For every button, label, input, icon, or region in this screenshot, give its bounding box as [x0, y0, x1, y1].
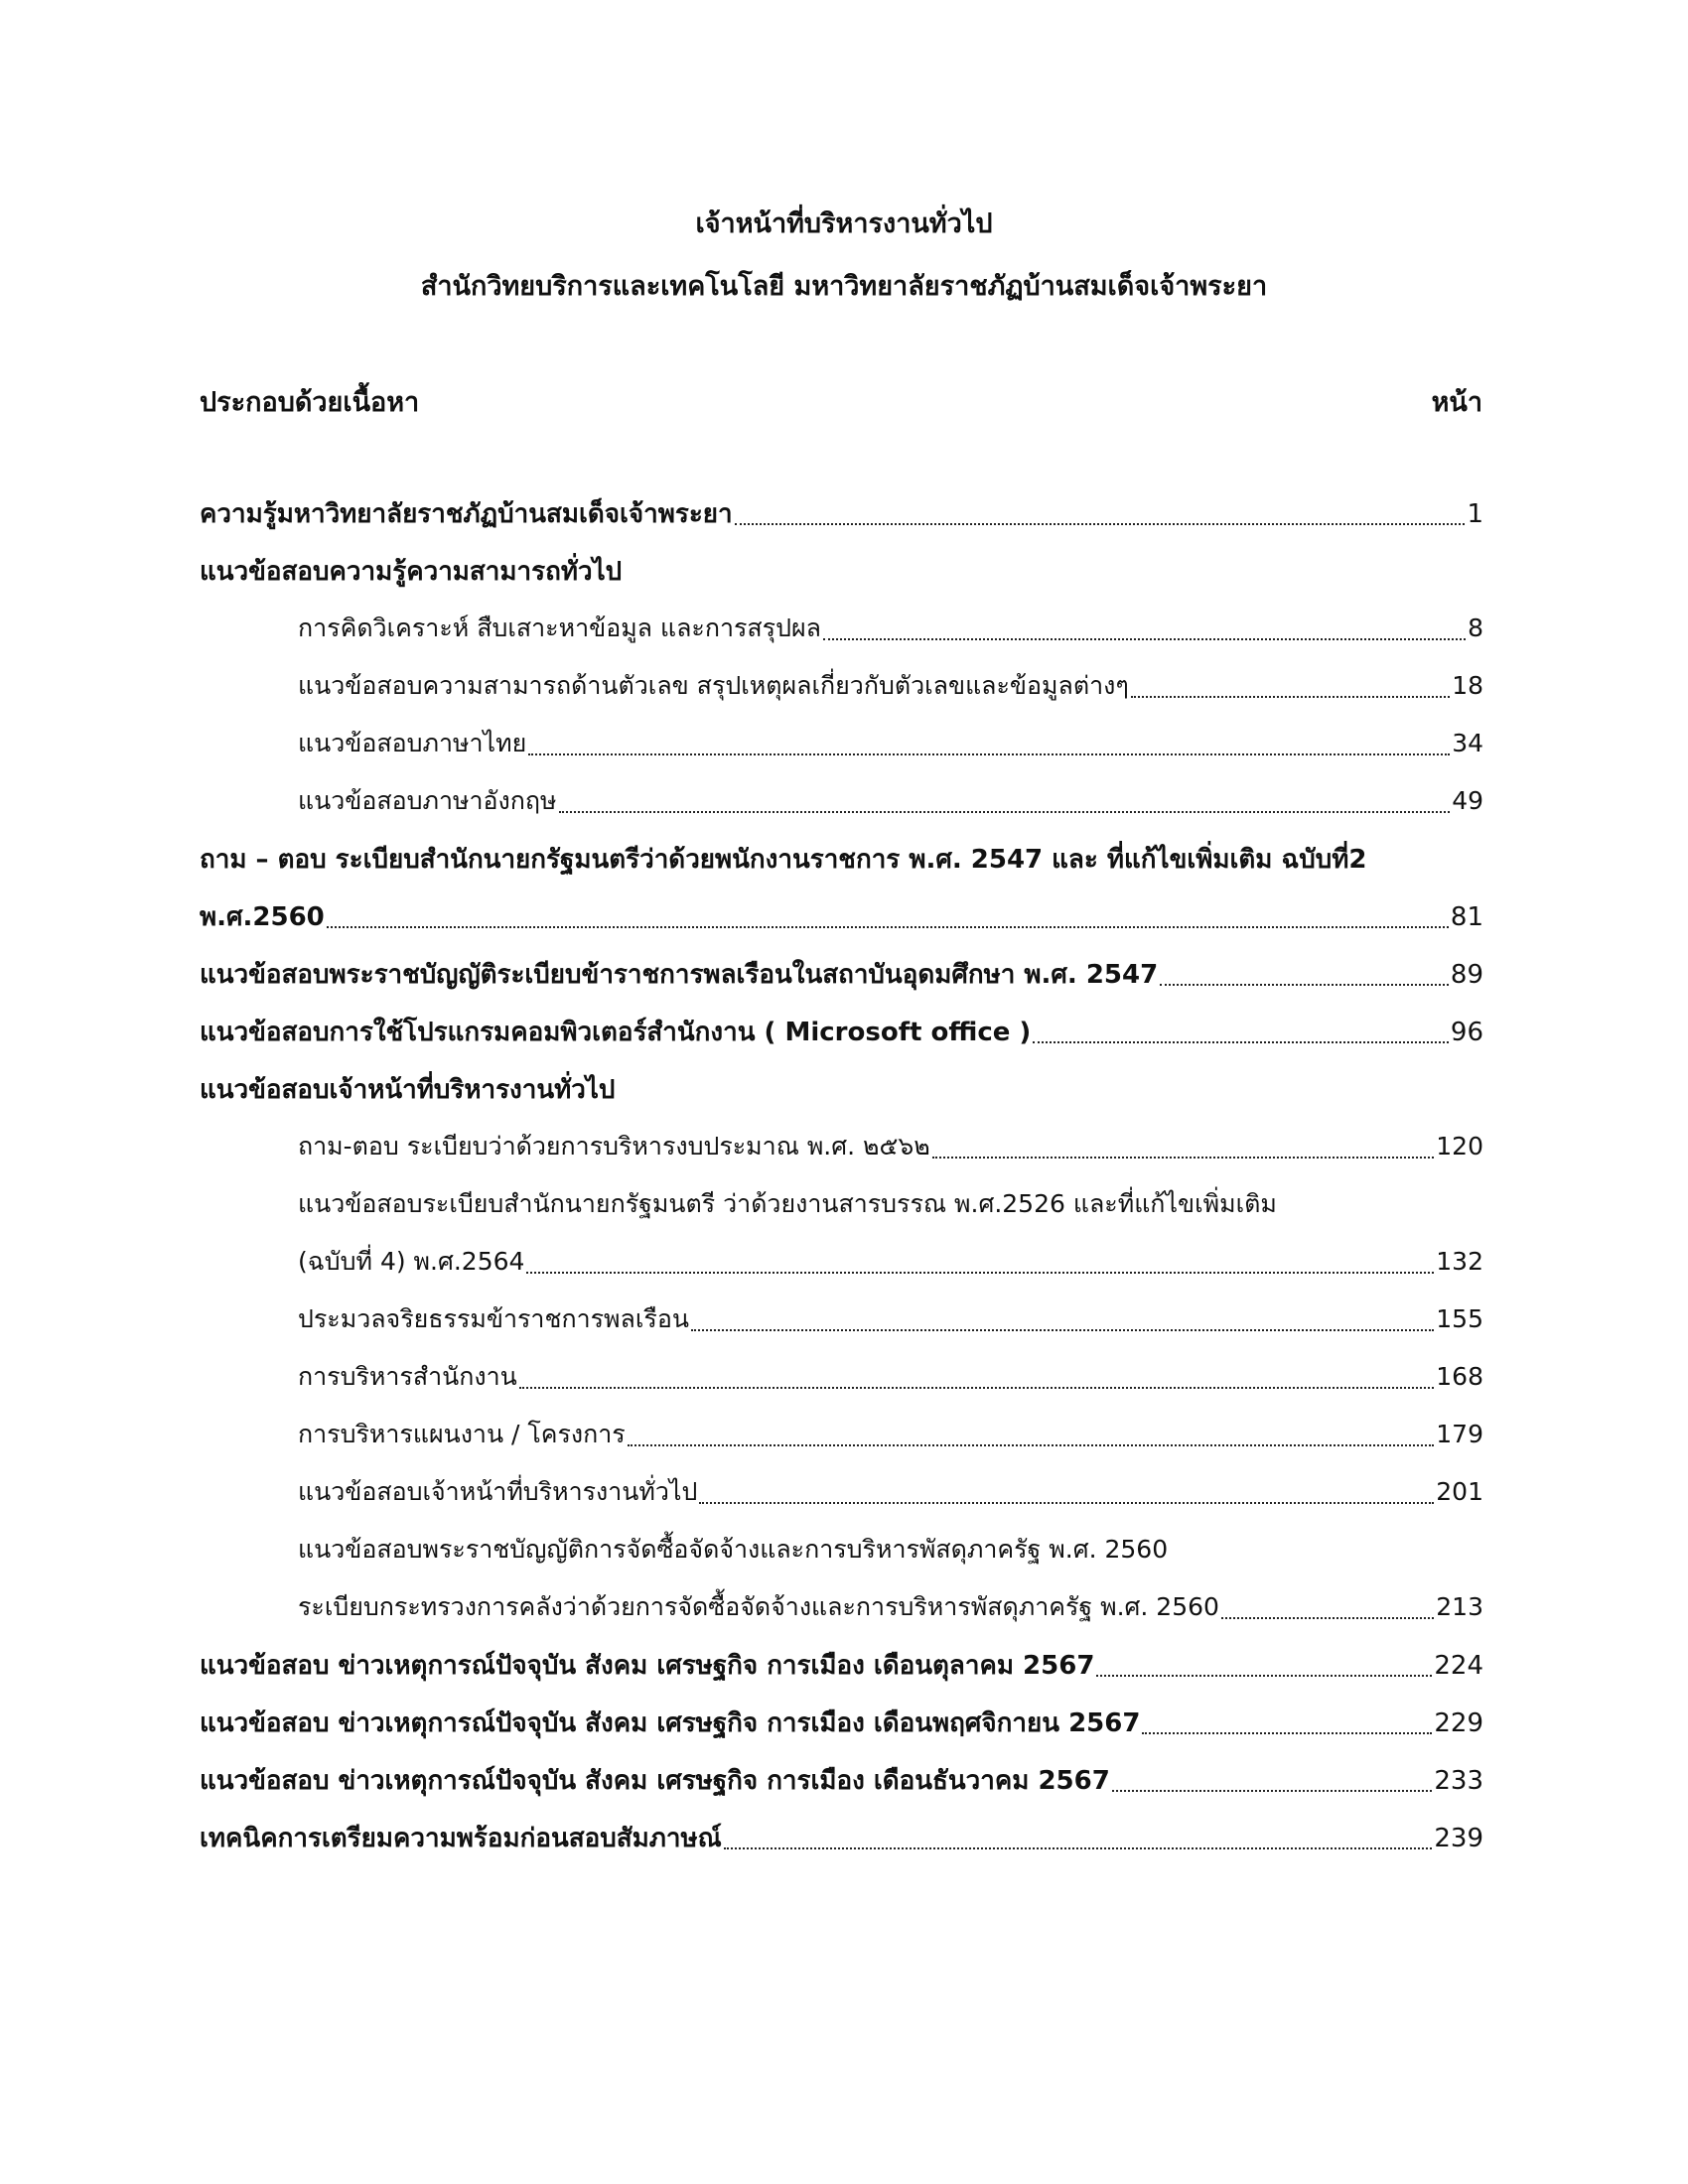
toc-entry-label: แนวข้อสอบ ข่าวเหตุการณ์ปัจจุบัน สังคม เศรษฐกิจ การเมือง เดือนพฤศจิกายน 2567	[200, 1708, 1141, 1738]
toc-entry	[298, 1127, 1483, 1172]
toc-entry-label: แนวข้อสอบความรู้ความสามารถทั่วไป	[200, 557, 623, 587]
toc-page-label: หน้า	[1431, 387, 1482, 418]
toc-entry-label: เทคนิคการเตรียมความพร้อมก่อนสอบสัมภาษณ์	[200, 1824, 722, 1853]
toc-entry-label: พ.ศ.2560	[200, 902, 325, 932]
toc-entry	[298, 609, 1483, 654]
toc-entry-label: ถาม-ตอบ ระเบียบว่าด้วยการบริหารงบประมาณ พ.ศ. ๒๕๖๒	[298, 1132, 930, 1160]
toc-entry	[200, 1645, 1483, 1691]
toc-entry-label: การบริหารสำนักงาน	[298, 1362, 517, 1391]
toc-entry	[298, 1299, 1483, 1345]
dot-leader	[699, 1502, 1434, 1504]
toc-entry-label: แนวข้อสอบการใช้โปรแกรมคอมพิวเตอร์สำนักงาน ( Microsoft office )	[200, 1018, 1032, 1047]
toc-entry-label: แนวข้อสอบพระราชบัญญัติการจัดซื้อจัดจ้างและการบริหารพัสดุภาครัฐ พ.ศ. 2560	[298, 1535, 1169, 1564]
toc-entry-page: 96	[1450, 1018, 1483, 1047]
dot-leader	[1142, 1732, 1432, 1734]
toc-entry-label: ถาม – ตอบ ระเบียบสำนักนายกรัฐมนตรีว่าด้วยพนักงานราชการ พ.ศ. 2547 และ ที่แก้ไขเพิ่มเติม ฉบับที่2	[200, 845, 1367, 875]
toc-entry-page: 179	[1436, 1420, 1483, 1448]
toc-entry-page: 81	[1450, 902, 1483, 932]
toc-entry-page: 8	[1468, 614, 1483, 642]
toc-entry	[298, 1242, 1483, 1288]
toc-entry-label: แนวข้อสอบ ข่าวเหตุการณ์ปัจจุบัน สังคม เศรษฐกิจ การเมือง เดือนตุลาคม 2567	[200, 1651, 1095, 1681]
toc-entry-label: แนวข้อสอบ ข่าวเหตุการณ์ปัจจุบัน สังคม เศรษฐกิจ การเมือง เดือนธันวาคม 2567	[200, 1766, 1110, 1796]
toc-entry-page: 18	[1452, 671, 1483, 700]
dot-leader	[1112, 1790, 1433, 1792]
dot-leader	[1033, 1041, 1449, 1043]
toc-entry-page: 89	[1450, 960, 1483, 990]
toc-entry	[298, 1357, 1483, 1403]
dot-leader	[932, 1157, 1435, 1159]
toc-entry-page: 34	[1452, 729, 1483, 757]
toc-entry-page: 201	[1436, 1477, 1483, 1506]
toc-entry	[298, 781, 1483, 827]
toc-entry	[200, 1760, 1483, 1806]
dot-leader	[528, 753, 1450, 755]
toc-entry	[298, 666, 1483, 712]
dot-leader	[526, 1272, 1434, 1274]
dot-leader	[724, 1847, 1433, 1849]
toc-entry-page: 168	[1436, 1362, 1483, 1391]
toc-entry-label: (ฉบับที่ 4) พ.ศ.2564	[298, 1247, 525, 1276]
toc-entry-page: 229	[1434, 1708, 1483, 1738]
toc-entry-label: แนวข้อสอบภาษาไทย	[298, 729, 527, 757]
dot-leader	[735, 523, 1466, 525]
dot-leader	[628, 1444, 1435, 1446]
toc-entry-label: แนวข้อสอบเจ้าหน้าที่บริหารงานทั่วไป	[200, 1075, 616, 1105]
toc-entry	[200, 1818, 1483, 1863]
toc-entry	[298, 1587, 1483, 1633]
toc-entry-label: ระเบียบกระทรวงการคลังว่าด้วยการจัดซื้อจัดจ้างและการบริหารพัสดุภาครัฐ พ.ศ. 2560	[298, 1592, 1219, 1621]
dot-leader	[519, 1387, 1435, 1389]
dot-leader	[1131, 696, 1450, 698]
dot-leader	[823, 638, 1466, 640]
toc-entry-page: 49	[1452, 786, 1483, 815]
toc-entry-page: 155	[1436, 1304, 1483, 1333]
toc-entry	[298, 1472, 1483, 1518]
toc-entry-page: 239	[1434, 1824, 1483, 1853]
toc-entry-label: ประมวลจริยธรรมข้าราชการพลเรือน	[298, 1304, 689, 1333]
toc-entry-label: แนวข้อสอบความสามารถด้านตัวเลข สรุปเหตุผลเกี่ยวกับตัวเลขและข้อมูลต่างๆ	[298, 671, 1129, 700]
toc-entry-page: 233	[1434, 1766, 1483, 1796]
toc-entry-page: 224	[1434, 1651, 1483, 1681]
toc-entry-label: การบริหารแผนงาน / โครงการ	[298, 1420, 626, 1448]
toc-entry	[200, 954, 1483, 1000]
toc-entry-page: 120	[1436, 1132, 1483, 1160]
dot-leader	[691, 1329, 1434, 1331]
toc-entry-wrapped	[298, 1184, 1483, 1230]
document-subtitle: สำนักวิทยบริการและเทคโนโลยี มหาวิทยาลัยราชภัฏบ้านสมเด็จเจ้าพระยา	[420, 271, 1268, 302]
dot-leader	[559, 811, 1451, 813]
toc-entry-label: ความรู้มหาวิทยาลัยราชภัฏบ้านสมเด็จเจ้าพระยา	[200, 499, 733, 529]
document-title: เจ้าหน้าที่บริหารงานทั่วไป	[695, 208, 993, 239]
toc-entry-wrapped	[200, 839, 1483, 885]
toc-entry	[200, 1012, 1483, 1057]
toc-section-heading	[200, 551, 1483, 597]
toc-entry	[200, 493, 1483, 539]
toc-entry-label: แนวข้อสอบเจ้าหน้าที่บริหารงานทั่วไป	[298, 1477, 698, 1506]
toc-section-heading	[200, 1069, 1483, 1115]
toc-entry-label: แนวข้อสอบภาษาอังกฤษ	[298, 786, 557, 815]
toc-contents-label: ประกอบด้วยเนื้อหา	[200, 387, 420, 418]
toc-entry-page: 213	[1436, 1592, 1483, 1621]
dot-leader	[1221, 1617, 1434, 1619]
dot-leader	[1096, 1675, 1432, 1677]
toc-entry-label: แนวข้อสอบระเบียบสำนักนายกรัฐมนตรี ว่าด้วยงานสารบรรณ พ.ศ.2526 และที่แก้ไขเพิ่มเติม	[298, 1189, 1277, 1218]
toc-entry	[200, 1703, 1483, 1748]
dot-leader	[327, 926, 1449, 928]
toc-entry	[200, 896, 1483, 942]
toc-entry	[298, 1415, 1483, 1460]
dot-leader	[1160, 984, 1449, 986]
toc-entry-wrapped	[298, 1530, 1483, 1575]
toc-entry-page: 1	[1467, 499, 1483, 529]
toc-header	[200, 380, 1482, 423]
toc-entry	[298, 724, 1483, 769]
toc-entry-page: 132	[1436, 1247, 1483, 1276]
toc-entry-label: การคิดวิเคราะห์ สืบเสาะหาข้อมูล และการสรุปผล	[298, 614, 821, 642]
toc-entry-label: แนวข้อสอบพระราชบัญญัติระเบียบข้าราชการพลเรือนในสถาบันอุดมศึกษา พ.ศ. 2547	[200, 960, 1159, 990]
